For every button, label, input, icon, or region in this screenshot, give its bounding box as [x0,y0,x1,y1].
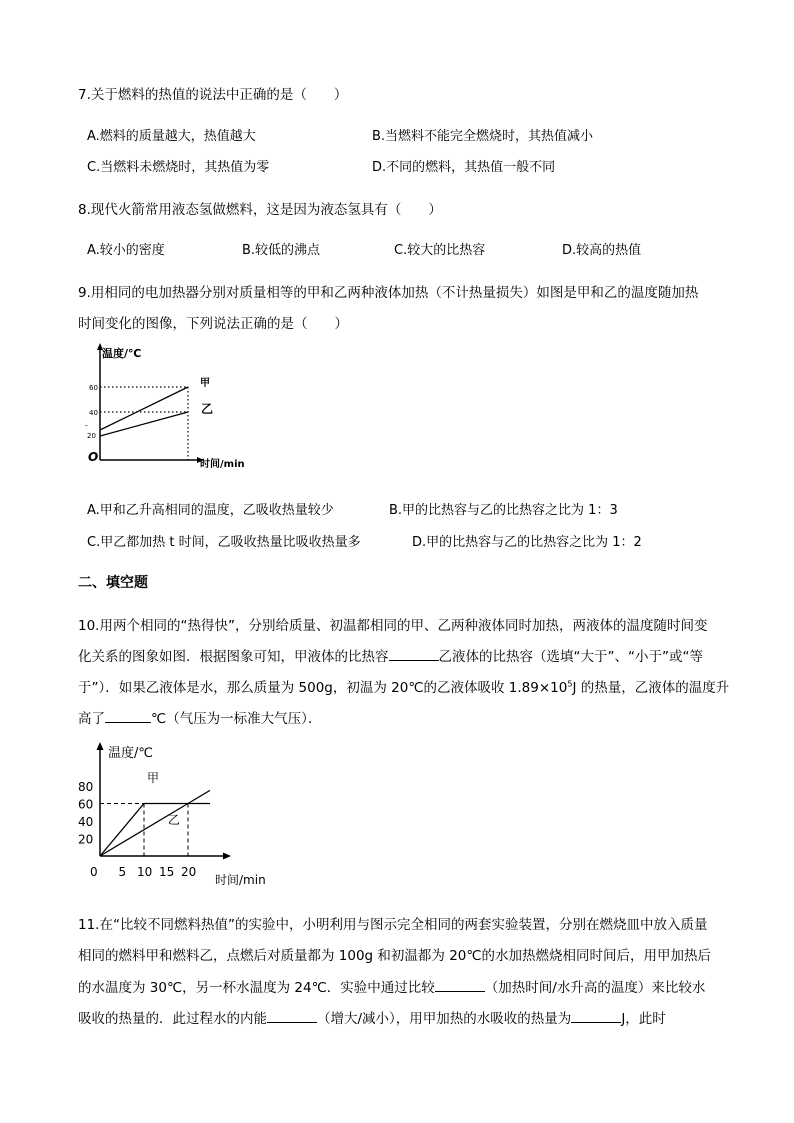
q11-line3-part-a: 的水温度为 30℃，另一杯水温度为 24℃．实验中通过比较 [78,980,435,996]
q9-option-d[interactable]: D.甲的比热容与乙的比热容之比为 1：2 [412,535,642,550]
q10-ytick-20: 20 [78,832,94,847]
q8-option-b[interactable]: B.较低的沸点 [242,243,321,258]
q11-line4-part-a: 吸收的热量的．此过程水的内能 [78,1011,267,1027]
q10-ytick-40: 40 [78,815,94,829]
q8-option-c[interactable]: C.较大的比热容 [394,243,486,258]
q8-stem: 8.现代火箭常用液态氢做燃料，这是因为液态氢具有（ ） [78,202,442,218]
q7-stem: 7.关于燃料的热值的说法中正确的是（ ） [78,87,348,103]
q10-ytick-60: 60 [78,797,94,812]
q10-xtick-15: 15 [159,865,175,879]
q10-xtick-0: 0 [90,865,98,879]
q11-line4-part-b: （增大/减小），用甲加热的水吸收的热量为 [317,1011,572,1027]
q7-option-c[interactable]: C.当燃料未燃烧时，其热值为零 [87,160,270,175]
q9-option-b[interactable]: B.甲的比热容与乙的比热容之比为 1：3 [389,503,618,518]
q9-ytick-60: 60 [89,384,98,392]
q10-line4 [78,707,321,727]
q9-tick-mark: - [85,421,88,430]
q10-series-label-jia: 甲 [147,771,160,785]
q11-blank-1[interactable] [435,979,485,992]
q11-blank-3[interactable] [571,1010,621,1023]
q10-xlabel: 时间/min [215,873,266,887]
q9-origin: O [88,450,99,464]
q9-ytick-20: 20 [87,432,96,440]
q10-y-axis-arrow [97,742,104,750]
q7-option-d[interactable]: D.不同的燃料，其热值一般不同 [372,160,556,175]
q10-chart [78,738,288,890]
q7-option-a[interactable]: A.燃料的质量越大，热值越大 [87,129,256,144]
q10-line3-part-b: J 的热量，乙液体的温度升 [572,680,730,696]
q9-option-a[interactable]: A.甲和乙升高相同的温度，乙吸收热量较少 [87,503,334,518]
q10-blank-1[interactable] [389,648,439,661]
q10-series-line-jia [100,804,210,857]
q11-line3 [78,976,705,996]
q9-graph [82,340,282,475]
q10-line3 [78,676,729,696]
q10-xtick-10: 10 [137,865,153,879]
q9-xlabel: 时间/min [200,459,245,470]
q10-ytick-80: 80 [78,780,94,794]
q8-option-a[interactable]: A.较小的密度 [87,243,165,258]
q9-option-c[interactable]: C.甲乙都加热 t 时间，乙吸收热量比吸收热量多 [87,535,361,550]
q9-label-jia: 甲 [200,378,210,389]
q11-line1: 11.在“比较不同燃料热值”的实验中，小明利用与图示完全相同的两套实验装置，分别在燃烧皿中放入质量 [78,917,708,933]
section-title: 二、填空题 [78,575,148,591]
q9-ytick-40: 40 [89,409,98,417]
q8-option-d[interactable]: D.较高的热值 [562,243,642,258]
q10-line2 [78,645,703,665]
q10-exponent: 5 [567,679,573,689]
q11-blank-2[interactable] [267,1010,317,1023]
q9-ylabel: 温度/℃ [102,347,142,360]
q10-blank-2[interactable] [105,710,151,723]
q10-series-label-yi: 乙 [168,813,181,827]
q10-line4-part-a: 高了 [78,711,105,727]
q7-option-b[interactable]: B.当燃料不能完全燃烧时，其热值减小 [372,129,594,144]
q10-line2-part-b: 乙液体的比热容（选填“大于”、“小于”或“等 [438,649,703,665]
q11-line4 [78,1007,666,1027]
q11-line2: 相同的燃料甲和燃料乙，点燃后对质量都为 100g 和初温都为 20℃的水加热燃烧相同时间后，用甲加热后 [78,948,712,964]
q10-ylabel: 温度/℃ [108,746,153,761]
q10-line4-part-b: ℃（气压为一标准大气压）． [151,711,322,727]
q10-xtick-20: 20 [181,865,197,879]
q9-stem-line1: 9.用相同的电加热器分别对质量相等的甲和乙两种液体加热（不计热量损失）如图是甲和乙的温度随加热 [78,285,699,301]
q9-label-yi: 乙 [201,402,214,416]
q9-stem-line2: 时间变化的图像，下列说法正确的是（ ） [78,316,348,332]
q10-xtick-5: 5 [118,865,127,879]
q10-line1: 10.用两个相同的“热得快”，分别给质量、初温都相同的甲、乙两种液体同时加热，两液体的温度随时间变 [78,618,708,634]
q10-line2-part-a: 化关系的图象如图．根据图象可知，甲液体的比热容 [78,649,389,665]
q10-line3-part-a: 于”）．如果乙液体是水，那么质量为 500g，初温为 20℃的乙液体吸收 1.89×10 [78,680,568,696]
q10-series-line-yi [100,790,210,856]
q10-x-axis-arrow [223,853,231,860]
q11-line4-part-c: J，此时 [621,1011,666,1027]
q11-line3-part-b: （加热时间/水升高的温度）来比较水 [484,980,706,996]
